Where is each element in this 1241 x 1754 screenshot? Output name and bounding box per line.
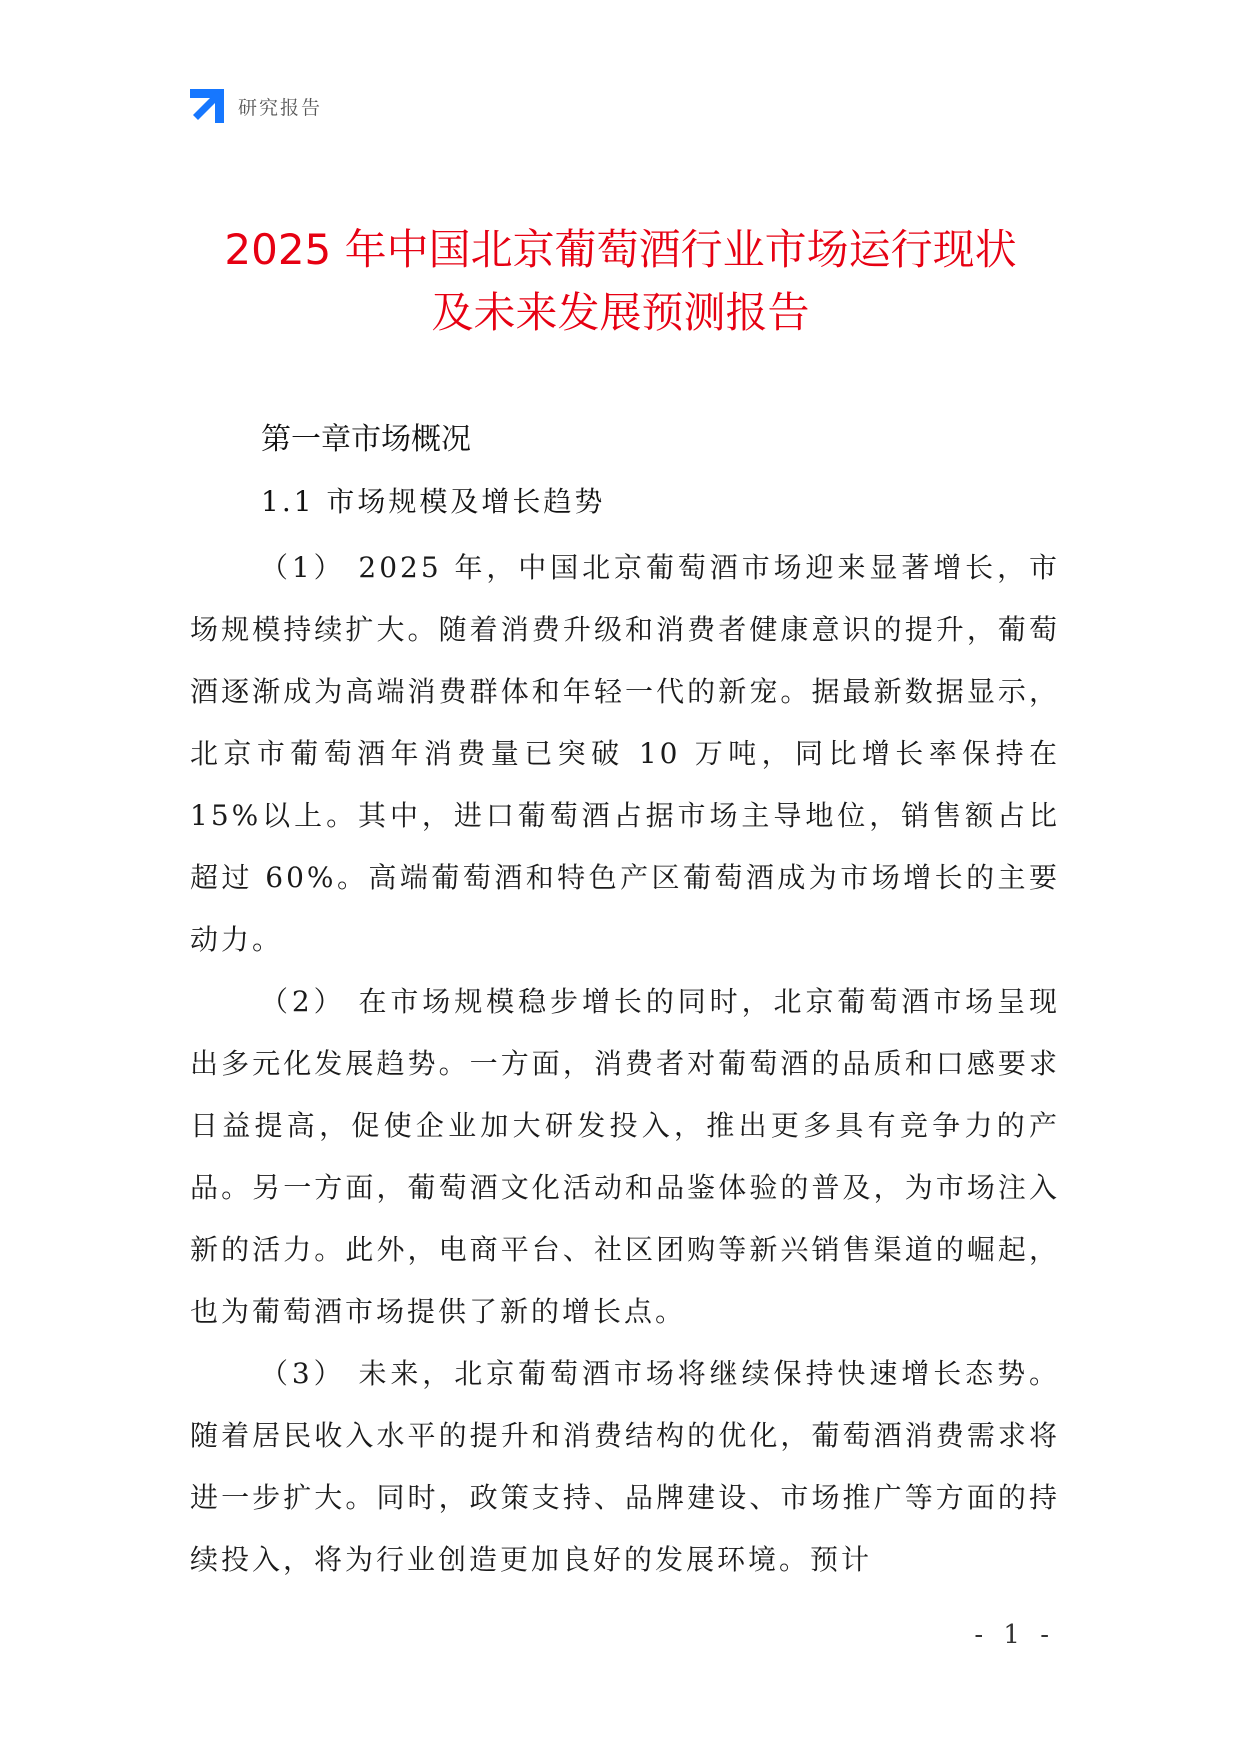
paragraph-3: （3） 未来，北京葡萄酒市场将继续保持快速增长态势。随着居民收入水平的提升和消费结构的优化，葡萄酒消费需求将进一步扩大。同时，政策支持、品牌建设、市场推广等方面的持续投入，将为行业创造更加良好的发展环境。预计 [190, 1357, 1060, 1576]
page-number: - 1 - [974, 1620, 1055, 1650]
paragraph-2: （2） 在市场规模稳步增长的同时，北京葡萄酒市场呈现出多元化发展趋势。一方面，消费者对葡萄酒的品质和口感要求日益提高，促使企业加大研发投入，推出更多具有竞争力的产品。另一方面，葡萄酒文化活动和品鉴体验的普及，为市场注入新的活力。此外，电商平台、社区团购等新兴销售渠道的崛起，也为葡萄酒市场提供了新的增长点。 [190, 985, 1060, 1328]
report-title-line-2: 及未来发展预测报告 [431, 288, 810, 337]
report-title-line-1: 2025 年中国北京葡萄酒行业市场运行现状 [224, 225, 1017, 274]
report-title [140, 218, 1101, 344]
header-label: 研究报告 [238, 96, 323, 119]
page-header [190, 88, 322, 124]
arrow-up-right-icon [190, 89, 224, 123]
chapter-heading: 第一章市场概况 [261, 422, 471, 457]
section-heading: 1.1 市场规模及增长趋势 [261, 485, 606, 518]
body-text [190, 537, 1060, 1591]
paragraph-1: （1） 2025 年，中国北京葡萄酒市场迎来显著增长，市场规模持续扩大。随着消费升级和消费者健康意识的提升，葡萄酒逐渐成为高端消费群体和年轻一代的新宠。据最新数据显示，北京市葡萄酒年消费量已突破 10 万吨，同比增长率保持在 15%以上。其中，进口葡萄酒占据市场主导地位，销售额占比超过 60%。高端葡萄酒和特色产区葡萄酒成为市场增长的主要动力。 [190, 551, 1060, 956]
